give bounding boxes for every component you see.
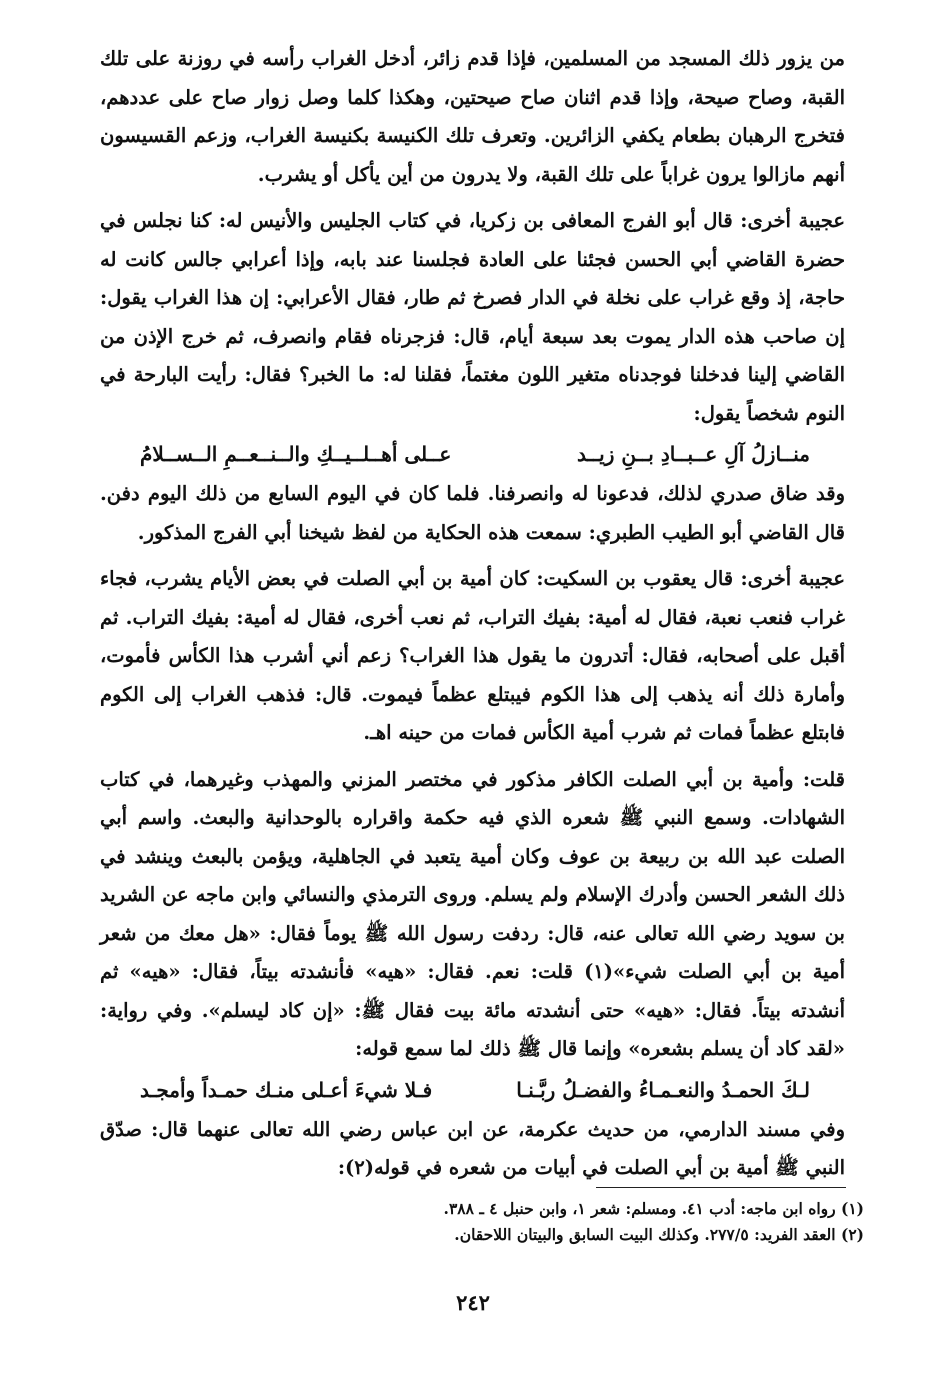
verse-2-first-hemistich: لـكَ الحمـدُ والنعـمـاءُ والفضـلُ ربَّـنـا <box>516 1077 810 1102</box>
verse-line-1 <box>100 433 845 475</box>
verse-1-first-hemistich: منــازلُ آلِ عــبــادِ بــنِ زيــد <box>576 442 810 466</box>
main-text <box>100 40 845 1188</box>
paragraph-darimi-musnad: وفي مسند الدارمي، من حديث عكرمة، عن ابن عباس رضي الله تعالى عنهما قال: صدّق النبي ﷺ أمية بن أبي الصلت في أبيات من شعره في قوله(٢): <box>100 1117 845 1179</box>
verse-2-second-hemistich: فـلا شيءَ أعـلى منـك حمـداً وأمجـد <box>140 1077 433 1102</box>
paragraph-crow-church: من يزور ذلك المسجد من المسلمين، فإذا قدم زائر، أدخل الغراب رأسه في روزنة على تلك القبة، وصاح صيحة، وإذا قدم اثنان صاح صيحتين، وهكذا كلما وصل زوار صاح على عددهم، فتخرج الرهبان بطعام يكفي الزائرين. وتعرف تلك الكنيسة بكنيسة الغراب، وزعم القسيسون أنهم مازالوا يرون غراباً على تلك القبة، ولا يدرون من أين يأكل أو يشرب. <box>100 47 845 186</box>
verse-1-second-hemistich: عــلى أهــلــيــكِ والــنــعــمِ الــســلامُ <box>140 442 452 466</box>
paragraph-ibn-al-sikkit-story: عجيبة أخرى: قال يعقوب بن السكيت: كان أمية بن أبي الصلت في بعض الأيام يشرب، فجاء غراب فنعب نعبة، فقال له أمية: بفيك التراب، ثم نعب أخرى، فقال له أمية: بفيك التراب. ثم أقبل على أصحابه، فقال: أتدرون ما يقول هذا الغراب؟ زعم أني أشرب هذا الكأس فأموت، وأمارة ذلك أنه يذهب إلى هذا الكوم فيبتلع عظماً فيموت. قال: فذهب الغراب إلى الكوم فابتلع عظماً فمات ثم شرب أمية الكأس فمات من حينه اهـ. <box>100 567 845 744</box>
page-number: ٢٤٢ <box>456 1290 490 1315</box>
footnote-1: (١) رواه ابن ماجه: أدب ٤١. ومسلم: شعر ١، وابن حنبل ٤ ـ ٣٨٨. <box>443 1199 864 1218</box>
footnotes <box>104 1196 864 1248</box>
footnote-2: (٢) العقد الفريد: ٢٧٧/٥. وكذلك البيت السابق والبيتان اللاحقان. <box>454 1225 864 1244</box>
paragraph-umayya-commentary: قلت: وأمية بن أبي الصلت الكافر مذكور في مختصر المزني والمهذب وغيرهما، في كتاب الشهادات. وسمع النبي ﷺ شعره الذي فيه حكمة واقراره بالوحدانية والبعث. واسم أبي الصلت عبد الله بن ربيعة بن عوف وكان أمية يتعبد في الجاهلية، ويؤمن بالبعث وينشد في ذلك الشعر الحسن وأدرك الإسلام ولم يسلم. وروى الترمذي والنسائي وابن ماجه عن الشريد بن سويد رضي الله تعالى عنه، قال: ردفت رسول الله ﷺ يوماً فقال: «هل معك من شعر أمية بن أبي الصلت شيء»(١) قلت: نعم. فقال: «هيه» فأنشدته بيتاً، فقال: «هيه» ثم أنشدته بيتاً. فقال: «هيه» حتى أنشدته مائة بيت فقال ﷺ: «إن كاد ليسلم». وفي رواية: «لقد كاد أن يسلم بشعره» وإنما قال ﷺ ذلك لما سمع قوله: <box>100 767 845 1060</box>
verse-line-2 <box>100 1069 845 1111</box>
paragraph-abu-al-faraj-story: عجيبة أخرى: قال أبو الفرج المعافى بن زكريا، في كتاب الجليس والأنيس له: كنا نجلس في حضرة القاضي أبي الحسن فجئنا على العادة فجلسنا عند بابه، وإذا أعرابي جالس كانت له حاجة، إذ وقع غراب على نخلة في الدار فصرخ ثم طار، فقال الأعرابي: إن هذا الغراب يقول: إن صاحب هذه الدار يموت بعد سبعة أيام، قال: فزجرناه فقام وانصرف، ثم خرج الإذن من القاضي إلينا فدخلنا فوجدناه متغير اللون مغتماً، فقلنا له: ما الخبر؟ فقال: رأيت البارحة في النوم شخصاً يقول: <box>100 209 845 425</box>
paragraph-story-conclusion: وقد ضاق صدري لذلك، فدعونا له وانصرفنا. فلما كان في اليوم السابع من ذلك اليوم دفن. قال القاضي أبو الطيب الطبري: سمعت هذه الحكاية من لفظ شيخنا أبي الفرج المذكور. <box>100 482 845 544</box>
footnote-divider <box>596 1187 846 1188</box>
